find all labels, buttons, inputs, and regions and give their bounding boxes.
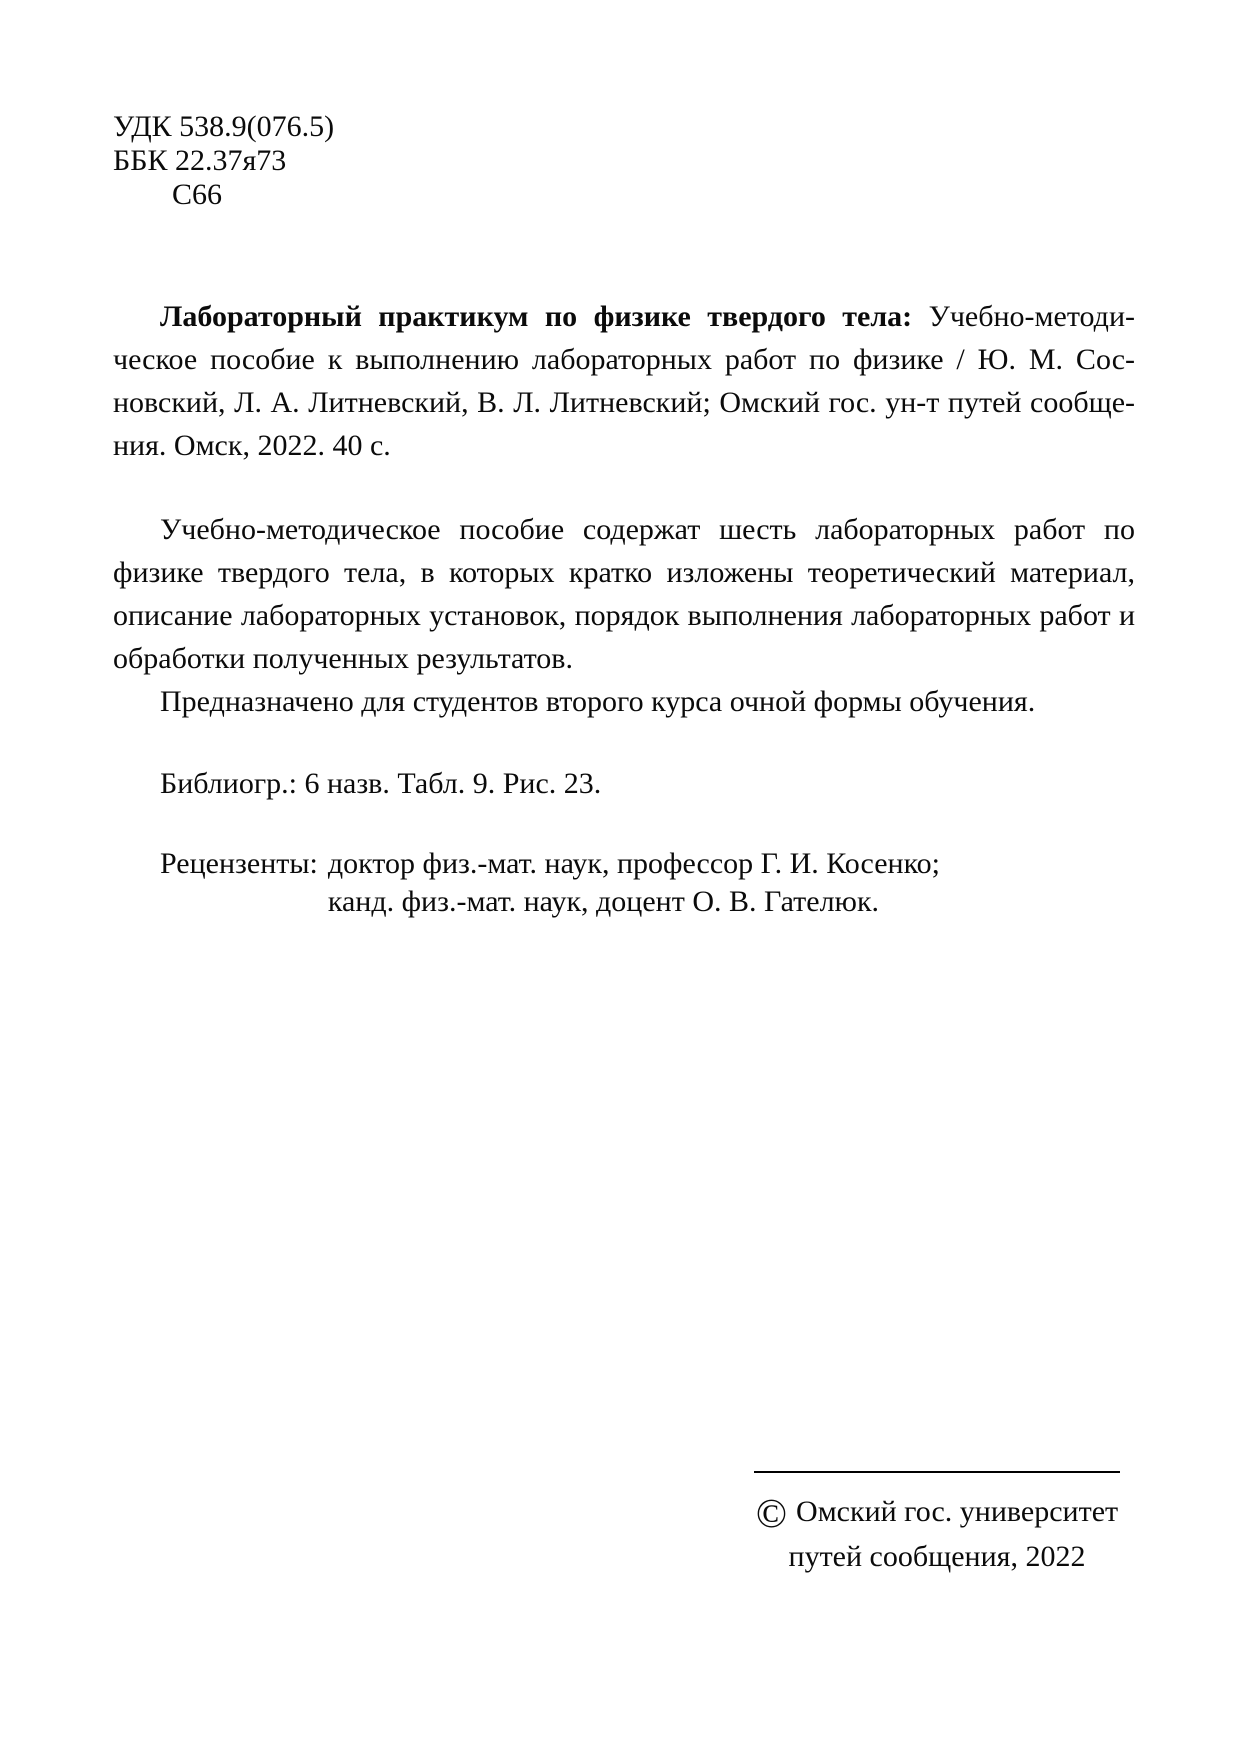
description-line bbox=[113, 295, 1135, 338]
annotation-line: описание лабораторных установок, порядок выполнения лабораторных работ и bbox=[113, 599, 1135, 632]
title-tail: Учебно-методи- bbox=[912, 300, 1135, 333]
bibliography-note bbox=[113, 762, 1135, 805]
annotation-line: физике твердого тела, в которых кратко изложены теоретический материал, bbox=[113, 556, 1135, 589]
reviewers-list bbox=[328, 845, 940, 921]
annotation-text bbox=[113, 508, 1135, 723]
description-line: ческое пособие к выполнению лабораторных работ по физике / Ю. М. Сос- bbox=[113, 343, 1135, 376]
copyright-holder: Омский гос. университет bbox=[796, 1495, 1119, 1528]
annotation-line: Учебно-методическое пособие содержат шесть лабораторных работ по bbox=[160, 513, 1135, 546]
description-line: новский, Л. А. Литневский, В. Л. Литневский; Омский гос. ун-т путей сообще- bbox=[113, 386, 1135, 419]
bibliographic-description bbox=[113, 295, 1135, 467]
reviewer-item: канд. физ.-мат. наук, доцент О. В. Гателюк. bbox=[327, 885, 880, 918]
copyright-rule bbox=[754, 1471, 1120, 1473]
author-sign-code: С66 bbox=[172, 178, 223, 211]
copyright-line-1 bbox=[737, 1489, 1137, 1534]
annotation-line: обработки полученных результатов. bbox=[113, 642, 573, 675]
reviewers-block bbox=[160, 845, 940, 921]
description-line: ния. Омск, 2022. 40 с. bbox=[113, 429, 391, 462]
reviewers-label: Рецензенты: bbox=[160, 847, 318, 880]
bibliography-line: Библиогр.: 6 назв. Табл. 9. Рис. 23. bbox=[160, 767, 602, 800]
classification-codes bbox=[113, 110, 334, 212]
book-title: Лабораторный практикум по физике твердого тела: bbox=[160, 300, 913, 333]
copyright-icon: © bbox=[755, 1490, 788, 1536]
copyright-line-2: путей сообщения, 2022 bbox=[788, 1540, 1086, 1573]
reviewer-item: доктор физ.-мат. наук, профессор Г. И. Косенко; bbox=[327, 847, 940, 880]
bbk-code: ББК 22.37я73 bbox=[113, 144, 287, 177]
copyright-block bbox=[737, 1471, 1137, 1579]
udk-code: УДК 538.9(076.5) bbox=[113, 110, 335, 143]
audience-line: Предназначено для студентов второго курса очной формы обучения. bbox=[160, 685, 1036, 718]
